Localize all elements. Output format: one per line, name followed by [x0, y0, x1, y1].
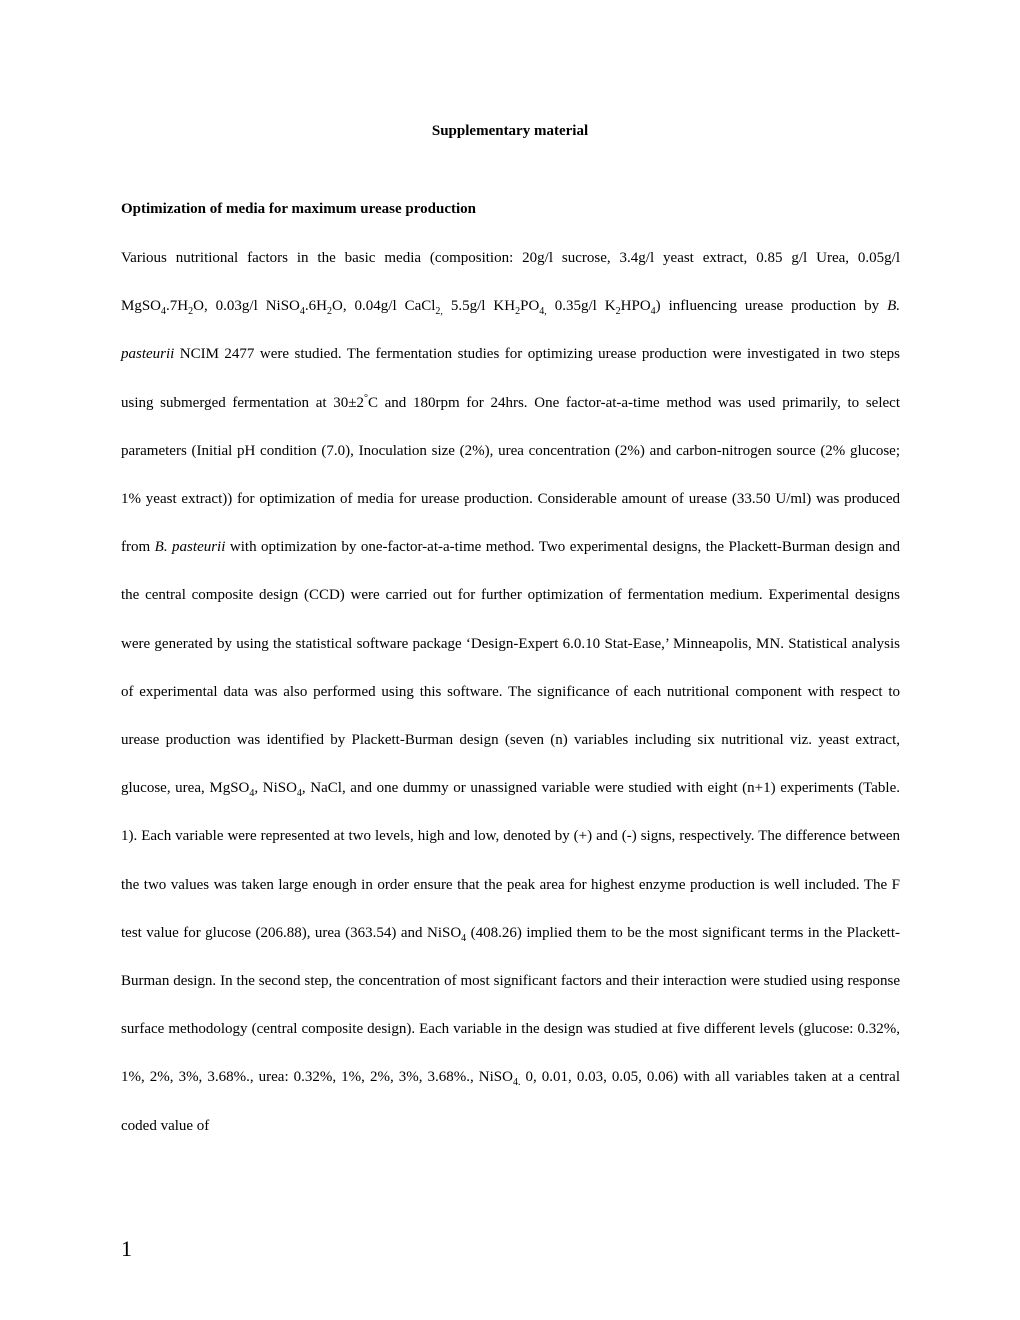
text-run: HPO	[620, 298, 651, 315]
text-run: with optimization by one-factor-at-a-time method. Two experimental designs, the Plackett-Burman design and the central composite design (CCD) were carried out for further optimization of fermentation medium. Experimental designs were generated by using the statistical software package ‘Design-Expert 6.0.10 Stat-Ease,’ Minneapolis, MN. Statistical analysis of experimental data was also performed using this software. The significance of each nutritional component with respect to urease production was identified by Plackett-Burman design (seven (n) variables including six nutritional viz. yeast extract, glucose, urea, MgSO	[121, 539, 900, 797]
text-run: C and 180rpm for 24hrs. One factor-at-a-time method was used primarily, to select parameters (Initial pH condition (7.0), Inoculation size (2%), urea concentration (2%) and carbon-nitrogen source (2% glucose; 1% yeast extract)) for optimization of media for urease production. Considerable amount of urease (33.50 U/ml) was produced from	[121, 394, 900, 556]
text-run: PO	[520, 298, 540, 315]
text-run: , NiSO	[254, 780, 297, 797]
text-run: O, 0.04g/l CaCl	[331, 298, 436, 315]
text-run: 4	[650, 306, 656, 318]
text-run: 2,	[435, 306, 443, 318]
text-run: 4.	[512, 1077, 521, 1089]
text-run: 5.5g/l KH	[442, 298, 516, 315]
text-run: NCIM 2477 were studied. The fermentation studies for optimizing urease production were investigated in two steps using submerged fermentation at 30±2	[121, 346, 900, 411]
document-title: Supplementary material	[431, 123, 589, 139]
text-run: 4	[461, 932, 467, 944]
section-heading: Optimization of media for maximum urease production	[121, 201, 476, 217]
text-run: 4	[296, 788, 302, 800]
text-run: (408.26) implied them to be the most significant terms in the Plackett-Burman design. In the second step, the concentration of most significant factors and their interaction were studied using response surface methodology (central composite design). Each variable in the design was studied at five different levels (glucose: 0.32%, 1%, 2%, 3%, 3.68%., urea: 0.32%, 1%, 2%, 3%, 3.68%., NiSO	[121, 924, 900, 1086]
text-run: Various nutritional factors in the basic media (composition: 20g/l sucrose, 3.4g/l yeast extract, 0.85 g/l Urea, 0.05g/l MgSO	[121, 250, 900, 315]
text-run: ) influencing urease production by	[655, 298, 888, 315]
text-run: .7H	[166, 298, 189, 315]
text-run: O, 0.03g/l NiSO	[193, 298, 300, 315]
text-run: 4	[161, 306, 167, 318]
text-run: 2	[515, 306, 521, 318]
text-run: B. pasteurii	[154, 539, 226, 556]
text-run: 4,	[539, 306, 547, 318]
text-run: 2	[188, 306, 194, 318]
text-run: 4	[299, 306, 305, 318]
text-run: B. pasteurii	[121, 298, 901, 363]
text-run: °	[363, 392, 368, 404]
text-run: 2	[326, 306, 332, 318]
page-number: 1	[121, 1236, 132, 1261]
text-run: 0, 0.01, 0.03, 0.05, 0.06) with all variables taken at a central coded value of	[121, 1069, 900, 1134]
text-run: .6H	[304, 298, 327, 315]
text-run: 4	[249, 788, 255, 800]
text-run: 0.35g/l K	[546, 298, 616, 315]
text-run: , NaCl, and one dummy or unassigned variable were studied with eight (n+1) experiments (Table. 1). Each variable were represented at two levels, high and low, denoted by (+) and (-) signs, respectively. The difference between the two values was taken large enough in order ensure that the peak area for highest enzyme production is well included. The F test value for glucose (206.88), urea (363.54) and NiSO	[121, 780, 900, 941]
body-paragraph	[121, 234, 900, 1150]
text-run: 2	[615, 306, 621, 318]
